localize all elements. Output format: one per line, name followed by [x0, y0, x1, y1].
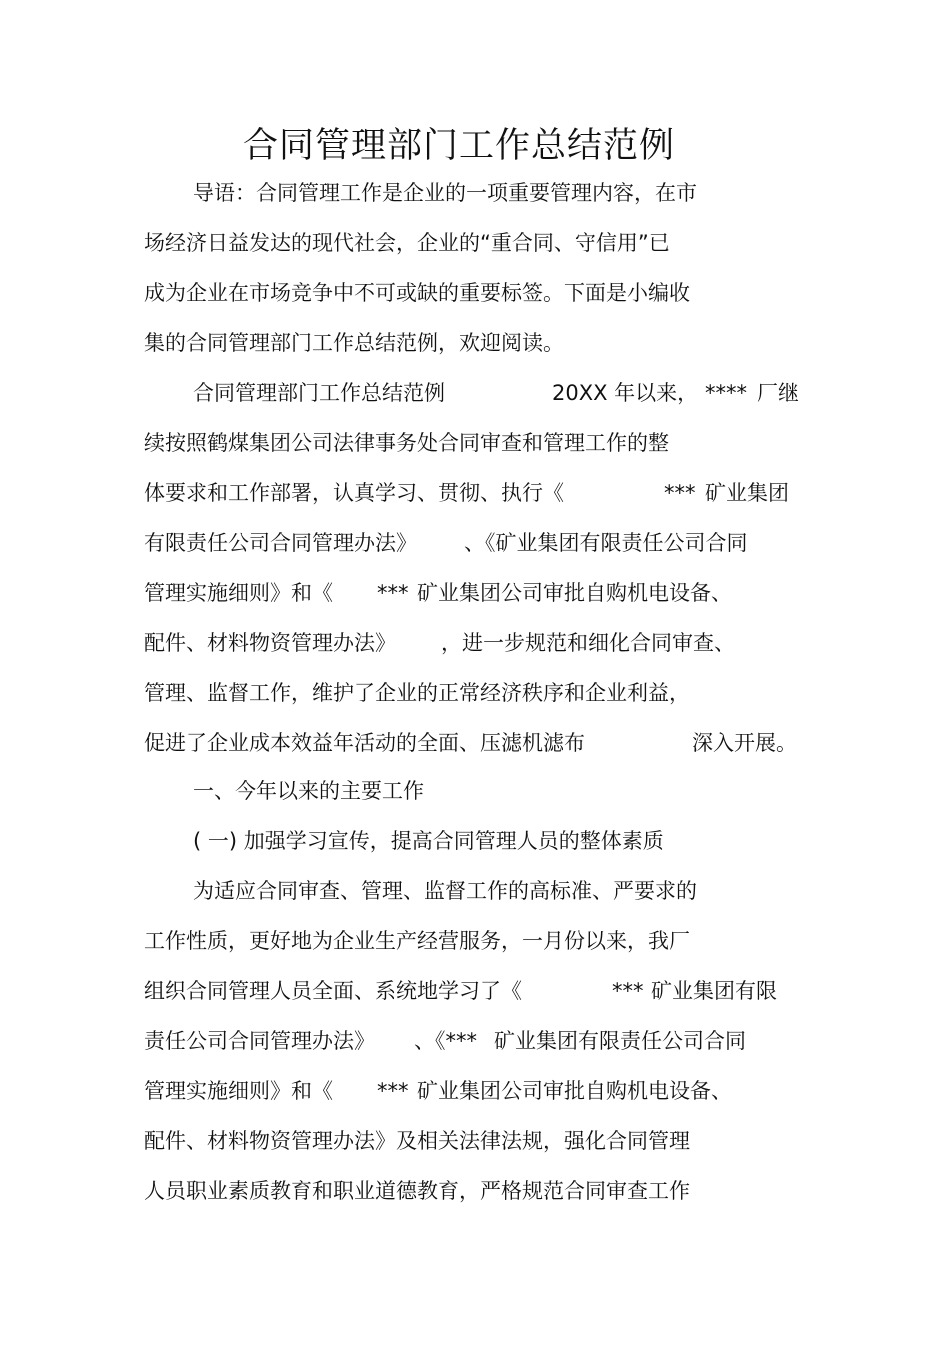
text-fragment: 深入开展。 — [692, 731, 797, 755]
text-fragment: 管理实施细则》和《 — [144, 1079, 333, 1103]
text-line: 导语：合同管理工作是企业的一项重要管理内容，在市 — [193, 181, 697, 205]
section-heading: 一、今年以来的主要工作 — [193, 779, 424, 803]
text-fragment: 体要求和工作部署，认真学习、贯彻、执行《 — [144, 481, 564, 505]
text-fragment: 20XX 年以来， — [552, 381, 699, 405]
text-fragment: 配件、材料物资管理办法》 — [144, 631, 396, 655]
text-fragment: 矿业集团有限 — [651, 979, 777, 1003]
text-fragment: 有限责任公司合同管理办法》 — [144, 531, 417, 555]
text-fragment: *** — [612, 979, 644, 1003]
document-title: 合同管理部门工作总结范例 — [242, 126, 675, 166]
text-line: 为适应合同审查、管理、监督工作的高标准、严要求的 — [193, 879, 697, 903]
text-fragment: 合同管理部门工作总结范例 — [193, 381, 445, 405]
text-fragment: 矿业集团有限责任公司合同 — [494, 1029, 746, 1053]
text-fragment: 、《*** — [414, 1029, 477, 1053]
text-fragment: 促进了企业成本效益年活动的全面、压滤机滤布 — [144, 731, 585, 755]
text-fragment: 、《矿业集团有限责任公司合同 — [464, 531, 748, 555]
text-line: 工作性质，更好地为企业生产经营服务，一月份以来，我厂 — [144, 929, 690, 953]
text-line: 成为企业在市场竞争中不可或缺的重要标签。下面是小编收 — [144, 281, 690, 305]
text-fragment: 矿业集团公司审批自购机电设备、 — [417, 1079, 732, 1103]
text-line: 场经济日益发达的现代社会，企业的“重合同、守信用”已 — [144, 231, 670, 255]
text-fragment: *** — [377, 1079, 409, 1103]
text-fragment: 矿业集团公司审批自购机电设备、 — [417, 581, 732, 605]
subsection-heading: ( 一) 加强学习宣传，提高合同管理人员的整体素质 — [193, 829, 664, 853]
text-fragment: *** — [664, 481, 696, 505]
text-line: 集的合同管理部门工作总结范例，欢迎阅读。 — [144, 331, 564, 355]
text-fragment: 组织合同管理人员全面、系统地学习了《 — [144, 979, 522, 1003]
text-fragment: 矿业集团 — [705, 481, 789, 505]
text-line: 管理、监督工作，维护了企业的正常经济秩序和企业利益， — [144, 681, 690, 705]
text-fragment: 厂继 — [757, 381, 799, 405]
text-line: 配件、材料物资管理办法》及相关法律法规，强化合同管理 — [144, 1129, 690, 1153]
text-line: 人员职业素质教育和职业道德教育，严格规范合同审查工作 — [144, 1179, 690, 1203]
text-fragment: 管理实施细则》和《 — [144, 581, 333, 605]
text-line: 续按照鹤煤集团公司法律事务处合同审查和管理工作的整 — [144, 431, 669, 455]
text-fragment: *** — [377, 581, 409, 605]
text-fragment: ，进一步规范和细化合同审查、 — [441, 631, 735, 655]
text-fragment: **** — [705, 381, 747, 405]
text-fragment: 责任公司合同管理办法》 — [144, 1029, 375, 1053]
